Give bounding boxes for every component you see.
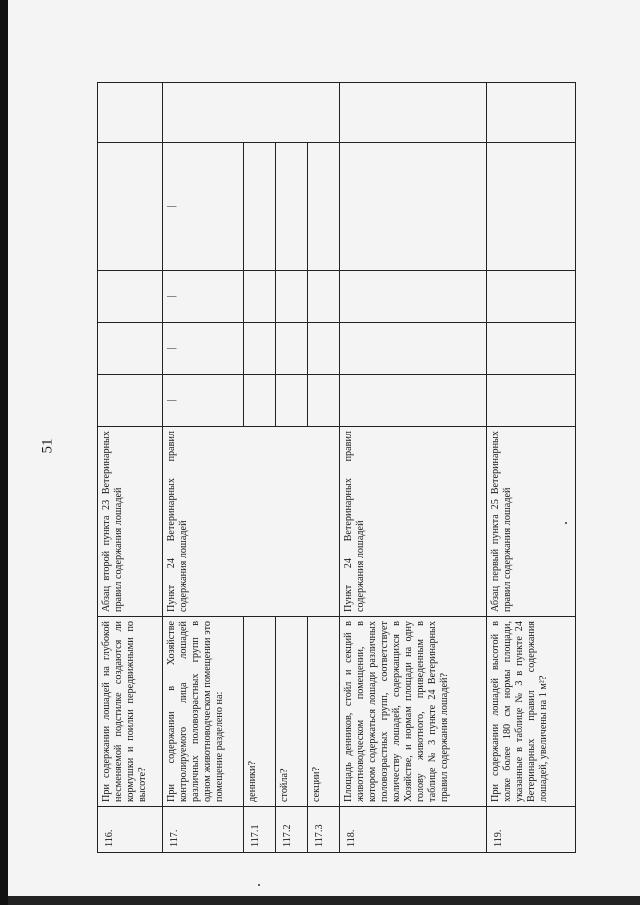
table-row: [487, 83, 576, 853]
answer-yes-cell: [487, 375, 576, 427]
question-cell: При содержании лошадей на глубокой несменяемой подстилке создаются ли кормушки и поилки передвижными по высоте?: [98, 617, 163, 807]
question-cell: секции?: [308, 617, 340, 807]
table-row: [340, 83, 487, 853]
row-number: 118.: [340, 807, 487, 853]
reference-cell: Пункт 24 Ветеринарных правил содержания лошадей: [163, 427, 340, 617]
extra-cell: [98, 83, 163, 143]
answer-no-cell: [308, 323, 340, 375]
comment-cell: [340, 143, 487, 271]
question-cell: стойла?: [276, 617, 308, 807]
extra-cell: [163, 83, 340, 143]
comment-cell: [98, 143, 163, 271]
comment-cell: [487, 143, 576, 271]
row-number: 117.1: [244, 807, 276, 853]
comment-cell: [308, 143, 340, 271]
row-number: 117.2: [276, 807, 308, 853]
comment-cell: [244, 143, 276, 271]
comment-cell: [276, 143, 308, 271]
answer-na-cell: [340, 271, 487, 323]
extra-cell: [487, 83, 576, 143]
extra-cell: [340, 83, 487, 143]
answer-no-cell: [340, 323, 487, 375]
row-number: 119.: [487, 807, 576, 853]
answer-na-cell: |: [163, 271, 244, 323]
answer-yes-cell: [308, 375, 340, 427]
answer-yes-cell: |: [163, 375, 244, 427]
answer-na-cell: [276, 271, 308, 323]
comment-cell: |: [163, 143, 244, 271]
question-cell: При содержании в Хозяйстве контролируемого лица лошадей различных половозрастных групп в одном животноводческом помещении это помещение разделено на:: [163, 617, 244, 807]
row-number: 117.: [163, 807, 244, 853]
answer-na-cell: [308, 271, 340, 323]
question-cell: При содержании лошадей высотой в холке более 180 см нормы площади, указанные в таблице № 3 в пункте 24 Ветеринарных правил содержания лошадей, увеличены на 1 м²?: [487, 617, 576, 807]
answer-na-cell: [244, 271, 276, 323]
answer-no-cell: [276, 323, 308, 375]
row-number: 117.3: [308, 807, 340, 853]
scan-edge-left: [0, 0, 8, 905]
answer-yes-cell: [98, 375, 163, 427]
question-cell: Площадь денников, стойл и секций в животноводческом помещении, в котором содержаться лошади различных половозрастных групп, соответствует количеству лошадей, содержащихся в Хозяйстве, и нормам площади на одну голову животного, приведенным в таблице № 3 пункте 24 Ветеринарных правил содержания лошадей?: [340, 617, 487, 807]
answer-no-cell: |: [163, 323, 244, 375]
row-number: 116.: [98, 807, 163, 853]
reference-cell: Пункт 24 Ветеринарных правил содержания лошадей: [340, 427, 487, 617]
page-number: 51: [39, 438, 56, 454]
checklist-table-rotated: [97, 83, 550, 853]
checklist-table: [97, 82, 576, 853]
reference-cell: Абзац первый пункта 25 Ветеринарных правил содержания лошадей: [487, 427, 576, 617]
table-row: [163, 83, 244, 853]
scan-edge-bottom: [8, 896, 640, 905]
reference-cell: Абзац второй пункта 23 Ветеринарных правил содержания лошадей: [98, 427, 163, 617]
answer-na-cell: [487, 271, 576, 323]
answer-no-cell: [98, 323, 163, 375]
question-cell: денники?: [244, 617, 276, 807]
answer-yes-cell: [340, 375, 487, 427]
scan-speck: [258, 884, 260, 886]
answer-yes-cell: [244, 375, 276, 427]
table-row: [98, 83, 163, 853]
answer-na-cell: [98, 271, 163, 323]
answer-no-cell: [244, 323, 276, 375]
answer-yes-cell: [276, 375, 308, 427]
answer-no-cell: [487, 323, 576, 375]
